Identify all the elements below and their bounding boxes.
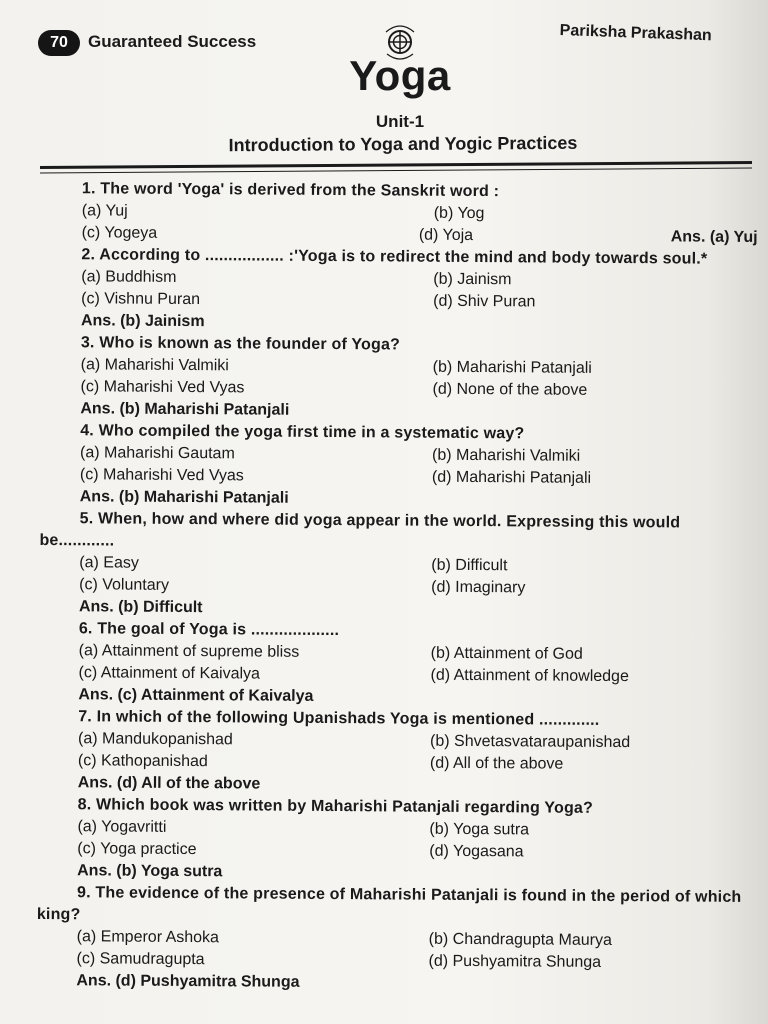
option-c: (c) Yogeya: [81, 224, 158, 242]
option-a: (a) Maharishi Valmiki: [80, 356, 229, 375]
answer-text: Ans. (b) Yoga sutra: [77, 862, 223, 881]
option-b: (b) Yog: [433, 204, 485, 223]
option-a: (a) Buddhism: [81, 268, 177, 286]
option-c: (c) Samudragupta: [76, 950, 205, 969]
option-d: (d) Yogasana: [429, 842, 524, 861]
option-a: (a) Attainment of supreme bliss: [78, 642, 300, 661]
option-c: (c) Kathopanishad: [77, 752, 208, 771]
question-text: 4. Who compiled the yoga first time in a systematic way?: [80, 422, 525, 443]
option-b: (b) Shvetasvataraupanishad: [430, 732, 631, 752]
publisher-name: Pariksha Prakashan: [559, 22, 713, 45]
question-text: 2. According to ................. :'Yoga is to redirect the mind and body towards soul.*: [81, 246, 708, 268]
option-c: (c) Maharishi Ved Vyas: [79, 466, 244, 485]
question-text: 9. The evidence of the presence of Maharishi Patanjali is found in the period of which king?: [36, 884, 742, 924]
option-d: (d) All of the above: [429, 754, 564, 773]
answer-text: Ans. (d) All of the above: [77, 774, 261, 793]
option-b: (b) Jainism: [433, 270, 512, 289]
option-c: (c) Maharishi Ved Vyas: [80, 378, 245, 397]
option-b: (b) Chandragupta Maurya: [428, 930, 612, 949]
answer-text: Ans. (b) Maharishi Patanjali: [79, 488, 289, 507]
option-c: (c) Vishnu Puran: [81, 290, 201, 309]
option-d: (d) Pushyamitra Shunga: [428, 952, 602, 971]
series-name: Guaranteed Success: [88, 32, 257, 51]
question-item: [40, 332, 757, 425]
question-item: [37, 794, 754, 887]
option-b: (b) Maharishi Valmiki: [432, 446, 581, 465]
unit-heading: Unit-1: [375, 112, 425, 131]
page-title: Yoga: [349, 52, 451, 99]
answer-text: Ans. (d) Pushyamitra Shunga: [76, 972, 300, 991]
answer-text: Ans. (b) Maharishi Patanjali: [80, 400, 290, 419]
option-c: (c) Yoga practice: [77, 840, 197, 859]
question-list: [36, 178, 758, 997]
question-text: 5. When, how and where did yoga appear in the world. Expressing this would be............: [39, 510, 681, 550]
option-d: (d) None of the above: [432, 380, 588, 399]
option-c: (c) Attainment of Kaivalya: [78, 664, 261, 683]
question-item: [39, 508, 756, 623]
question-text: 3. Who is known as the founder of Yoga?: [80, 334, 401, 354]
question-text: 8. Which book was written by Maharishi Patanjali regarding Yoga?: [77, 796, 594, 817]
option-b: (b) Maharishi Patanjali: [432, 358, 592, 377]
option-a: (a) Mandukopanishad: [78, 730, 233, 749]
option-a: (a) Yuj: [81, 202, 128, 220]
question-item: [41, 244, 758, 337]
option-b: (b) Difficult: [431, 556, 508, 575]
question-item: [38, 706, 755, 799]
option-b: (b) Attainment of God: [430, 644, 583, 663]
option-b: (b) Yoga sutra: [429, 820, 530, 839]
question-text: 7. In which of the following Upanishads Yoga is mentioned .............: [78, 708, 600, 729]
option-a: (a) Maharishi Gautam: [80, 444, 235, 463]
option-d: (d) Maharishi Patanjali: [431, 468, 592, 487]
heading-divider: [40, 158, 752, 180]
question-text: 1. The word 'Yoga' is derived from the Sanskrit word :: [81, 180, 500, 201]
option-c: (c) Voluntary: [79, 576, 170, 594]
answer-text: Ans. (c) Attainment of Kaivalya: [78, 686, 314, 705]
answer-text: Ans. (a) Yuj: [670, 228, 758, 246]
question-item: [40, 420, 757, 513]
option-a: (a) Yogavritti: [77, 818, 167, 836]
page-number-badge: 70: [38, 30, 80, 56]
chapter-heading: Introduction to Yoga and Yogic Practices: [228, 132, 578, 156]
option-a: (a) Emperor Ashoka: [76, 928, 220, 947]
answer-text: Ans. (b) Difficult: [78, 598, 203, 617]
option-d: (d) Imaginary: [431, 578, 526, 597]
question-text: 6. The goal of Yoga is ...................: [78, 620, 340, 640]
question-item: [38, 618, 755, 711]
option-d: (d) Yoja: [418, 226, 474, 245]
answer-text: Ans. (b) Jainism: [80, 312, 205, 331]
option-d: (d) Attainment of knowledge: [430, 666, 629, 686]
question-item: [42, 178, 758, 249]
question-item: [36, 882, 753, 997]
option-a: (a) Easy: [79, 554, 139, 572]
option-d: (d) Shiv Puran: [433, 292, 536, 311]
